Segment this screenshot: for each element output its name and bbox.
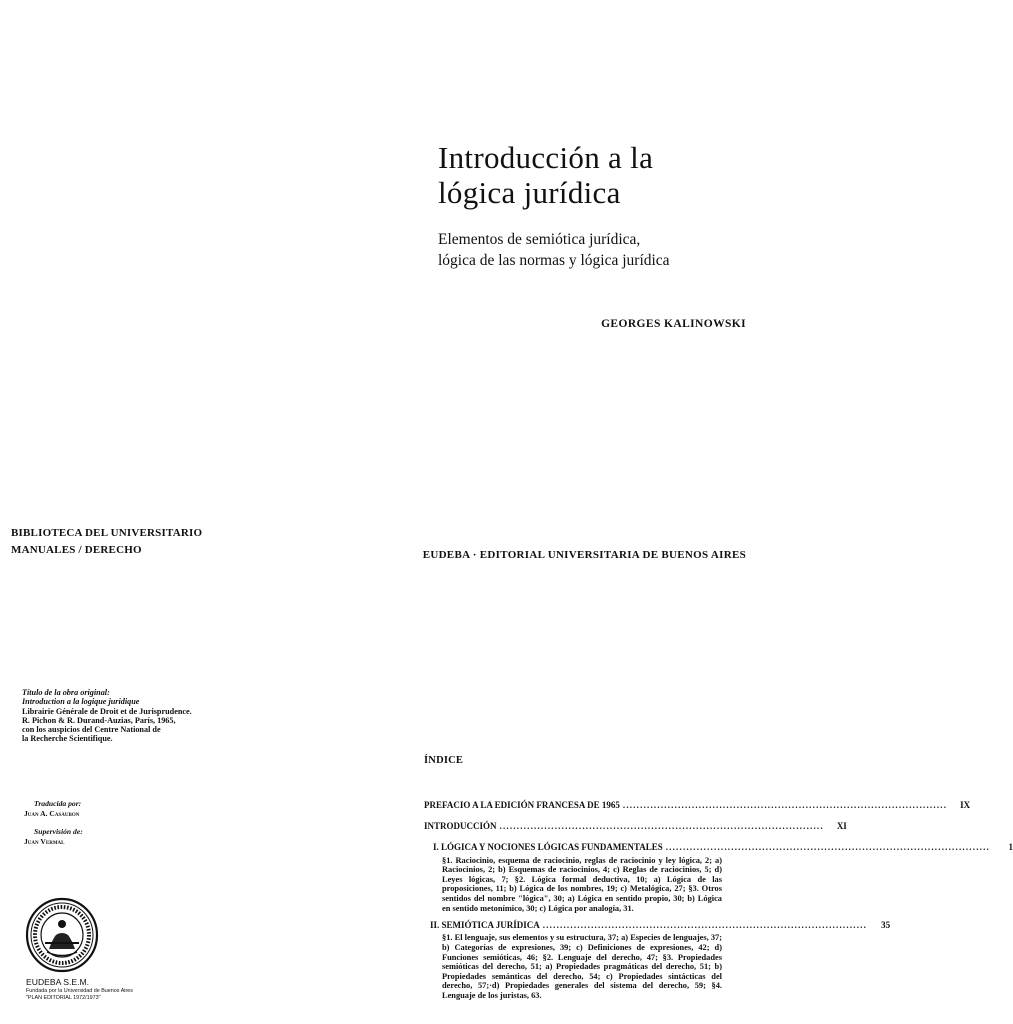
toc-entry-page: 35 xyxy=(881,920,891,931)
supervision-label: Supervisión de: xyxy=(34,827,83,836)
toc-entry-page: 1 xyxy=(1008,842,1013,853)
toc-leader-dots: .............................................................................................. xyxy=(622,800,948,810)
original-line-5: con los auspicios del Centre National de xyxy=(22,725,161,735)
toc-chapter-2-description: §1. El lenguaje, sus elementos y su estructura, 37; a) Especies de lenguajes, 37; b) Categorías de expresiones, 39; c) Definiciones de expresiones, 42; d) Funciones semióticas, 46; §2. Lenguaje del derecho, 47; §3. Propiedades semióticas del derecho, 51; a) Propiedades pragmáticas del derecho, 51; b) Propiedades semánticas del derecho, 54; c) Propiedades sintácticas del derecho, 57;·d) Propiedades generales del sistema del derecho, 59; §4. Lenguaje de los juristas, 63. xyxy=(442,933,722,1000)
supervisor-name: Juan Vermal xyxy=(24,837,65,846)
toc-entry-page: IX xyxy=(960,800,971,810)
original-line-6: la Recherche Scientifique. xyxy=(22,734,113,744)
book-title xyxy=(438,140,653,210)
original-line-4: R. Pichon & R. Durand-Auzias, París, 1965, xyxy=(22,715,176,725)
publisher-name: EUDEBA · EDITORIAL UNIVERSITARIA DE BUENOS AIRES xyxy=(422,549,746,561)
book-subtitle-line-1: Elementos de semiótica jurídica, xyxy=(438,231,641,248)
book-subtitle xyxy=(438,229,670,271)
book-author: GEORGES KALINOWSKI xyxy=(601,318,746,330)
book-subtitle-line-2: lógica de las normas y lógica jurídica xyxy=(438,252,670,269)
toc-entry-prefacio xyxy=(424,800,971,810)
toc-entry-label: II. SEMIÓTICA JURÍDICA xyxy=(430,920,540,931)
university-seal-icon xyxy=(25,897,99,973)
imprint-line-3: "PLAN EDITORIAL 1972/1973" xyxy=(26,995,101,1001)
toc-chapter-1-description: §1. Raciocinio, esquema de raciocinio, reglas de raciocinio y ley lógica, 2; a) Raciocinios, 2; b) Esquemas de raciocinios, 4; c) Reglas de raciocinios, 5; d) Leyes lógicas, 7; §2. Lógica formal deductiva, 10; a) Lógica de las proposiciones, 11; b) Lógica de los nombres, 19; c) Metalógica, 27; §3. Otros sentidos del nombre "lógica", 30; a) Lógica en sentido propio, 30; b) Lógica en sentido metonímico, 30; c) Lógica por analogía, 31. xyxy=(442,855,722,913)
translator-name: Juan A. Casaubon xyxy=(24,809,80,818)
original-line-3: Librairie Générale de Droit et de Jurisprudence. xyxy=(22,706,192,716)
original-work-info xyxy=(22,688,192,744)
credits xyxy=(22,799,83,847)
toc-entry-introduccion xyxy=(424,821,847,832)
toc-entry-label: I. LÓGICA Y NOCIONES LÓGICAS FUNDAMENTALES xyxy=(433,842,663,853)
imprint-line-2: Fundada por la Universidad de Buenos Aires xyxy=(26,988,133,994)
imprint-name: EUDEBA S.E.M. xyxy=(26,977,90,987)
original-label: Título de la obra original: xyxy=(22,688,110,697)
table-of-contents xyxy=(424,800,1013,1008)
index-heading: ÍNDICE xyxy=(424,755,464,766)
collection-line-2: MANUALES / DERECHO xyxy=(11,544,142,556)
toc-leader-dots: .............................................................................................. xyxy=(542,920,868,931)
toc-entry-page: XI xyxy=(836,821,847,832)
book-title-line-1: Introducción a la xyxy=(438,140,654,175)
toc-entry-chapter-2 xyxy=(424,920,891,931)
translated-label: Traducida por: xyxy=(34,799,82,808)
collection-info xyxy=(11,525,202,559)
collection-line-1: BIBLIOTECA DEL UNIVERSITARIO xyxy=(11,527,203,539)
toc-leader-dots: .............................................................................................. xyxy=(665,842,991,853)
original-work-title: Introduction a la logique juridique xyxy=(22,697,140,707)
toc-entry-label: PREFACIO A LA EDICIÓN FRANCESA DE 1965 xyxy=(424,800,620,810)
toc-entry-chapter-1 xyxy=(424,842,1013,853)
book-title-line-2: lógica jurídica xyxy=(438,175,621,210)
toc-leader-dots: .............................................................................................. xyxy=(499,821,824,832)
imprint xyxy=(26,977,133,1002)
toc-entry-label: INTRODUCCIÓN xyxy=(424,821,497,832)
